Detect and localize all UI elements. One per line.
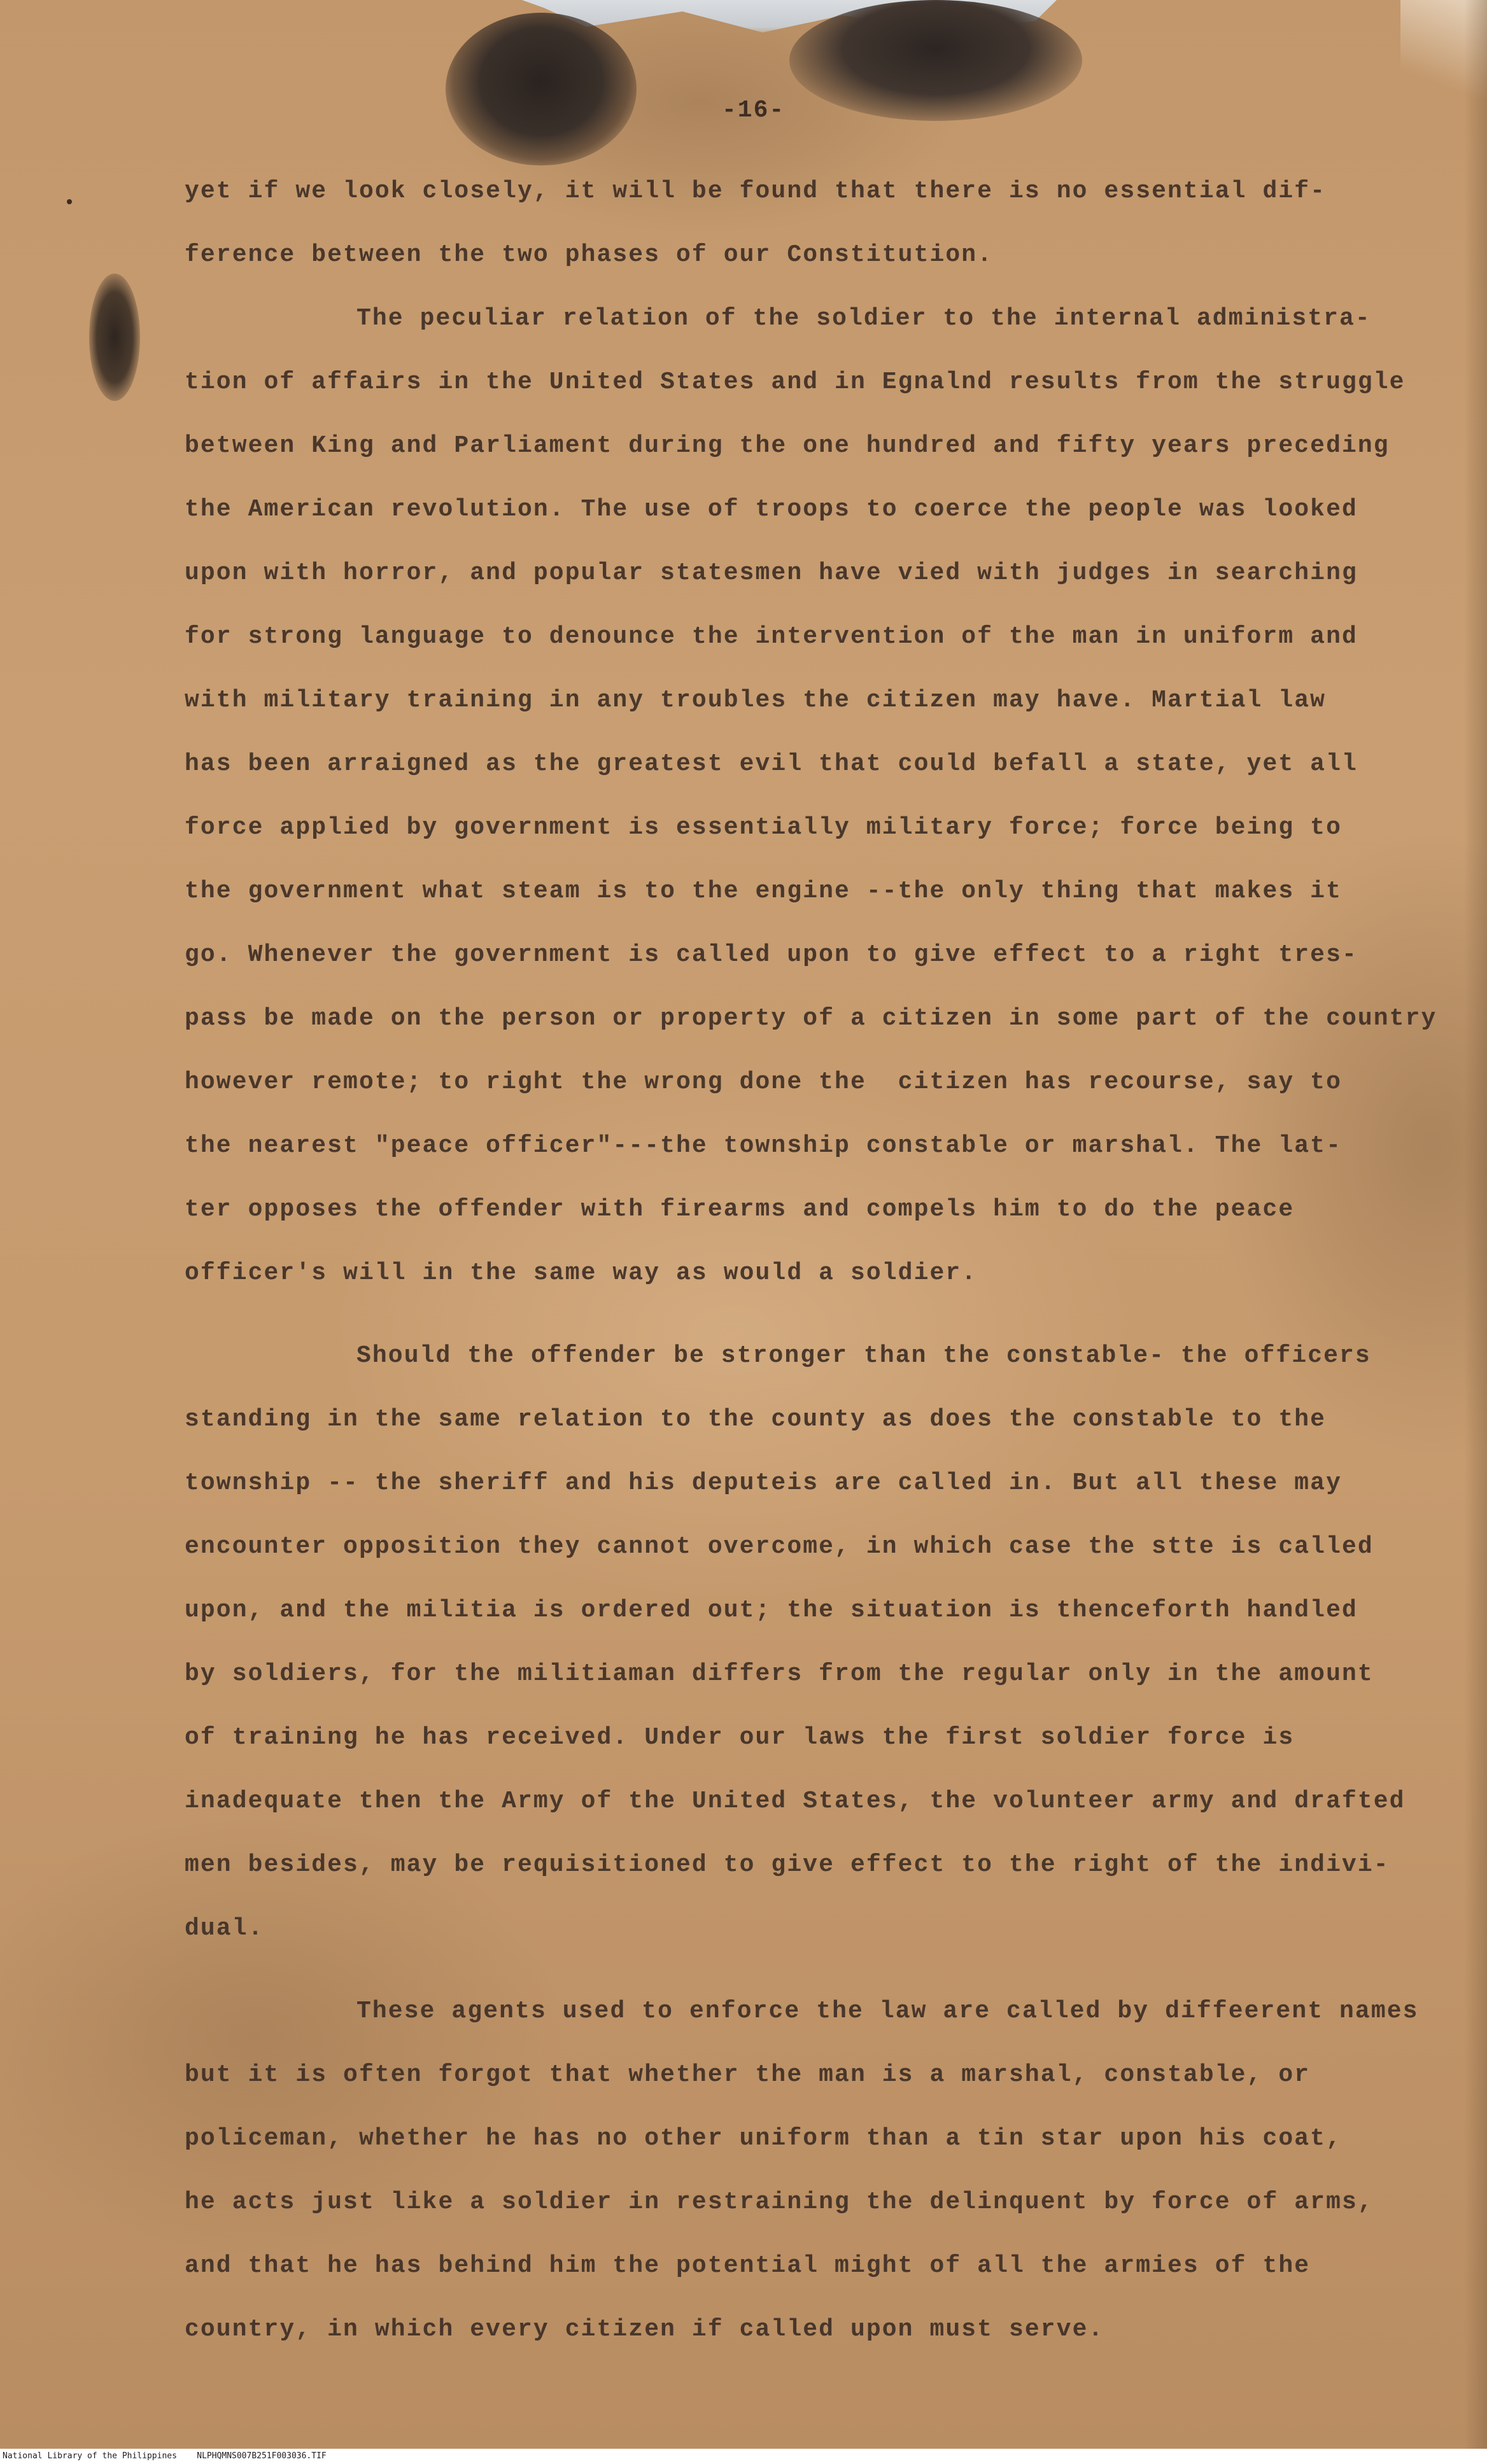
text-line: upon with horror, and popular statesmen have vied with judges in searching	[185, 559, 1358, 587]
text-line: the nearest "peace officer"---the township constable or marshal. The lat-	[185, 1132, 1342, 1159]
text-line: of training he has received. Under our laws the first soldier force is	[185, 1724, 1295, 1751]
margin-dot	[67, 199, 72, 204]
burn-hole-left	[446, 13, 637, 165]
text-line: township -- the sheriff and his deputeis are called in. But all these may	[185, 1469, 1342, 1497]
text-line: encounter opposition they cannot overcome, in which case the stte is called	[185, 1533, 1374, 1560]
text-line: These agents used to enforce the law are called by diffeerent names	[356, 1998, 1419, 2025]
archive-footer-label: National Library of the Philippines NLPHQMNS007B251F003036.TIF	[3, 2451, 327, 2461]
text-line: go. Whenever the government is called upon to give effect to a right tres-	[185, 941, 1358, 969]
text-line: tion of affairs in the United States and in Egnalnd results from the struggle	[185, 368, 1406, 396]
text-line: by soldiers, for the militiaman differs from the regular only in the amount	[185, 1660, 1374, 1688]
burn-hole-right	[789, 0, 1082, 121]
text-line: inadequate then the Army of the United States, the volunteer army and drafted	[185, 1788, 1406, 1815]
text-line: ference between the two phases of our Constitution.	[185, 241, 994, 269]
text-line: with military training in any troubles the citizen may have. Martial law	[185, 687, 1327, 714]
text-line: yet if we look closely, it will be found that there is no essential dif-	[185, 178, 1327, 205]
text-line: the government what steam is to the engine --the only thing that makes it	[185, 878, 1342, 905]
text-line: the American revolution. The use of troops to coerce the people was looked	[185, 496, 1358, 523]
text-line: upon, and the militia is ordered out; the situation is thenceforth handled	[185, 1597, 1358, 1624]
text-line: standing in the same relation to the county as does the constable to the	[185, 1406, 1327, 1433]
text-line: has been arraigned as the greatest evil that could befall a state, yet all	[185, 750, 1358, 778]
text-line: between King and Parliament during the one hundred and fifty years preceding	[185, 432, 1390, 459]
text-line: however remote; to right the wrong done the citizen has recourse, say to	[185, 1068, 1342, 1096]
text-line: men besides, may be requisitioned to give effect to the right of the indivi-	[185, 1851, 1390, 1879]
text-line: force applied by government is essentially military force; force being to	[185, 814, 1342, 841]
burn-mark-margin	[89, 274, 140, 401]
text-line: officer's will in the same way as would a soldier.	[185, 1259, 978, 1287]
page-number: -16-	[722, 97, 786, 124]
text-line: policeman, whether he has no other uniform than a tin star upon his coat,	[185, 2125, 1342, 2152]
text-line: country, in which every citizen if called upon must serve.	[185, 2316, 1104, 2343]
text-line: but it is often forgot that whether the man is a marshal, constable, or	[185, 2061, 1311, 2089]
text-line: The peculiar relation of the soldier to the internal administra-	[356, 305, 1371, 332]
text-line: dual.	[185, 1915, 264, 1942]
text-line: and that he has behind him the potential might of all the armies of the	[185, 2252, 1311, 2279]
text-line: he acts just like a soldier in restraining the delinquent by force of arms,	[185, 2188, 1374, 2216]
text-line: ter opposes the offender with firearms and compels him to do the peace	[185, 1196, 1295, 1223]
text-line: Should the offender be stronger than the constable- the officers	[356, 1342, 1371, 1369]
paper-edge-shadow	[1464, 0, 1487, 2449]
text-line: for strong language to denounce the intervention of the man in uniform and	[185, 623, 1358, 650]
text-line: pass be made on the person or property of a citizen in some part of the country	[185, 1005, 1437, 1032]
